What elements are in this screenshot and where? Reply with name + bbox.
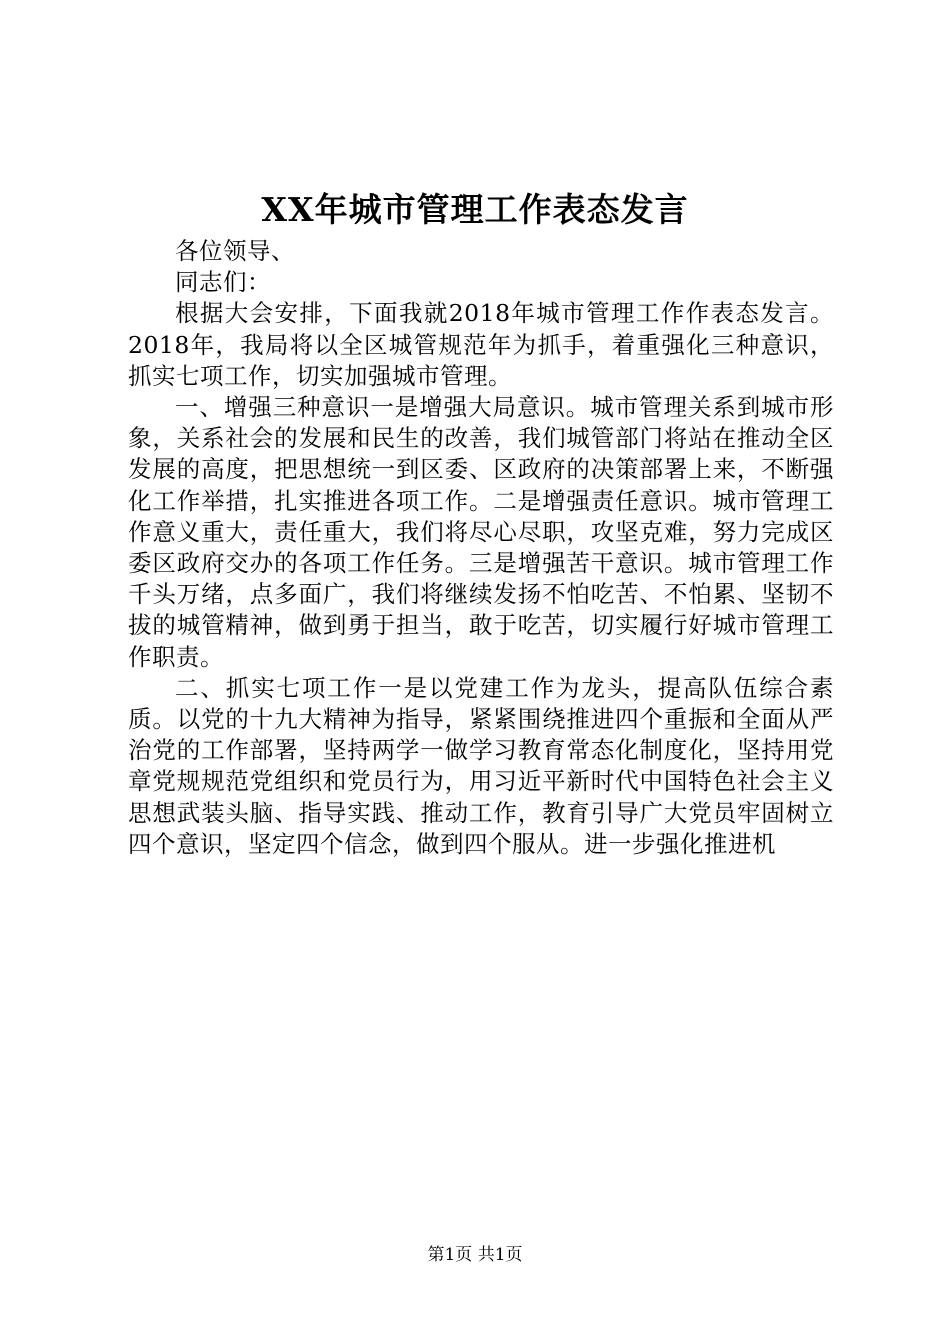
salutation-line-2: 同志们：	[175, 268, 271, 297]
paragraph-section-one: 一、增强三种意识一是增强大局意识。城市管理关系到城市形象，关系社会的发展和民生的改善，我们城管部门将站在推动全区发展的高度，把思想统一到区委、区政府的决策部署上来，不断强化工作举措，扎实推进各项工作。二是增强责任意识。城市管理工作意义重大，责任重大，我们将尽心尽职，攻坚克难，努力完成区委区政府交办的各项工作任务。三是增强苦干意识。城市管理工作千头万绪，点多面广，我们将继续发扬不怕吃苦、不怕累、坚韧不拔的城管精神，做到勇于担当，敢于吃苦，切实履行好城市管理工作职责。	[128, 393, 834, 671]
document-title: XX年城市管理工作表态发言	[261, 190, 689, 229]
document-body	[128, 236, 834, 860]
salutation-line-1: 各位领导、	[175, 237, 295, 265]
paragraph-intro: 根据大会安排，下面我就2018年城市管理工作作表态发言。2018年，我局将以全区城管规范年为抓手，着重强化三种意识，抓实七项工作，切实加强城市管理。	[128, 299, 834, 390]
page-footer: 第1页 共1页	[427, 1245, 523, 1265]
paragraph-section-two: 二、抓实七项工作一是以党建工作为龙头，提高队伍综合素质。以党的十九大精神为指导，紧紧围绕推进四个重振和全面从严治党的工作部署，坚持两学一做学习教育常态化制度化，坚持用党章党规规范党组织和党员行为，用习近平新时代中国特色社会主义思想武装头脑、指导实践、推动工作，教育引导广大党员牢固树立四个意识，坚定四个信念，做到四个服从。进一步强化推进机	[128, 673, 834, 858]
